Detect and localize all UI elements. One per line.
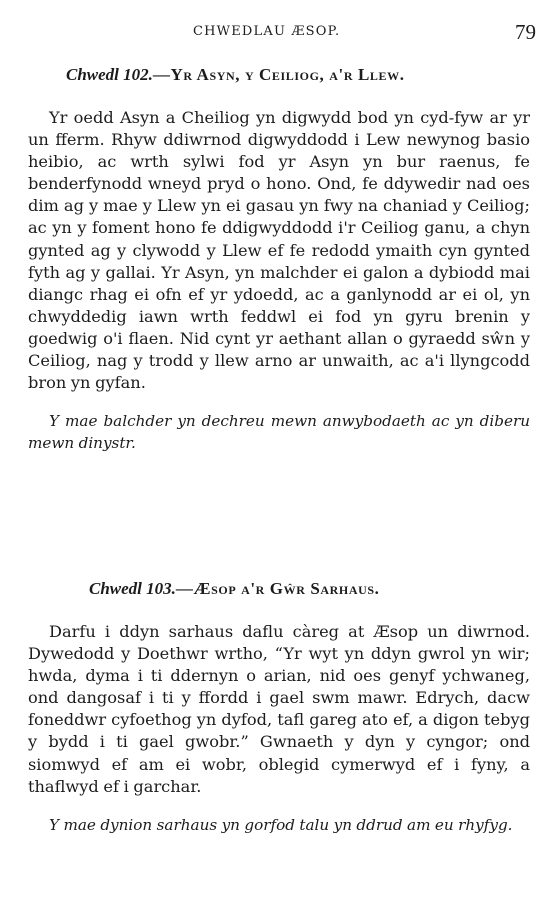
fable-label: Chwedl 103. [89, 579, 176, 598]
fable-heading [28, 64, 530, 86]
fable-body: Darfu i ddyn sarhaus daflu càreg at Æsop un diwrnod. Dywedodd y Doethwr wrtho, “Yr wyt yn ddyn gwrol yn wir; hwda, dyma i ti ddernyn o arian, nid oes genyf ychwaneg, ond dangosaf i ti y ffordd i gael swm mawr. Edrych, dacw foneddwr cyfoethog yn dyfod, tafl gareg ato ef, a digon tebyg y bydd i ti gael gwobr.” Gwnaeth y dyn y cyngor; ond siomwyd ef am ei wobr, oblegid cymerwyd ef i fyny, a thaflwyd ef i garchar. [28, 622, 530, 796]
fable-title: —Æsop a'r Gŵr Sarhaus. [175, 579, 380, 598]
fable-102 [28, 64, 530, 454]
fable-body: Yr oedd Asyn a Cheiliog yn digwydd bod yn cyd-fyw ar yr un fferm. Rhyw ddiwrnod digwyddodd i Lew newynog basio heibio, ac wrth sylwi fod yr Asyn yn bur raenus, fe benderfynodd wneyd pryd o hono. Ond, fe ddywedir nad oes dim ag y mae y Llew yn ei gasau yn fwy na chaniad y Ceiliog; ac yn y foment hono fe ddigwyddodd i'r Ceiliog ganu, a chyn gynted ag y clywodd y Llew ef fe redodd ymaith cyn gynted fyth ag y gallai. Yr Asyn, yn malchder ei galon a dybiodd mai diangc rhag ei ofn ef yr ydoedd, ac a ganlynodd ar ei ol, yn chwyddedig iawn wrth feddwl ei fod yn gyru brenin y goedwig o'i flaen. Nid cynt yr aethant allan o gyraedd sŵn y Ceiliog, nag y trodd y llew arno ar unwaith, ac a'i llyngcodd bron yn gyfan. [28, 108, 530, 393]
page-number: 79 [515, 20, 536, 44]
fable-title: —Yr Asyn, y Ceiliog, a'r Llew. [152, 65, 405, 84]
fable-heading [28, 578, 530, 600]
fable-moral: Y mae balchder yn dechreu mewn anwybodaeth ac yn diberu mewn dinystr. [28, 412, 530, 453]
running-head [0, 22, 554, 44]
running-title: CHWEDLAU ÆSOP. [193, 24, 341, 39]
fable-103 [28, 578, 530, 836]
fable-moral: Y mae dynion sarhaus yn gorfod talu yn ddrud am eu rhyfyg. [49, 815, 513, 834]
fable-label: Chwedl 102. [66, 65, 153, 84]
